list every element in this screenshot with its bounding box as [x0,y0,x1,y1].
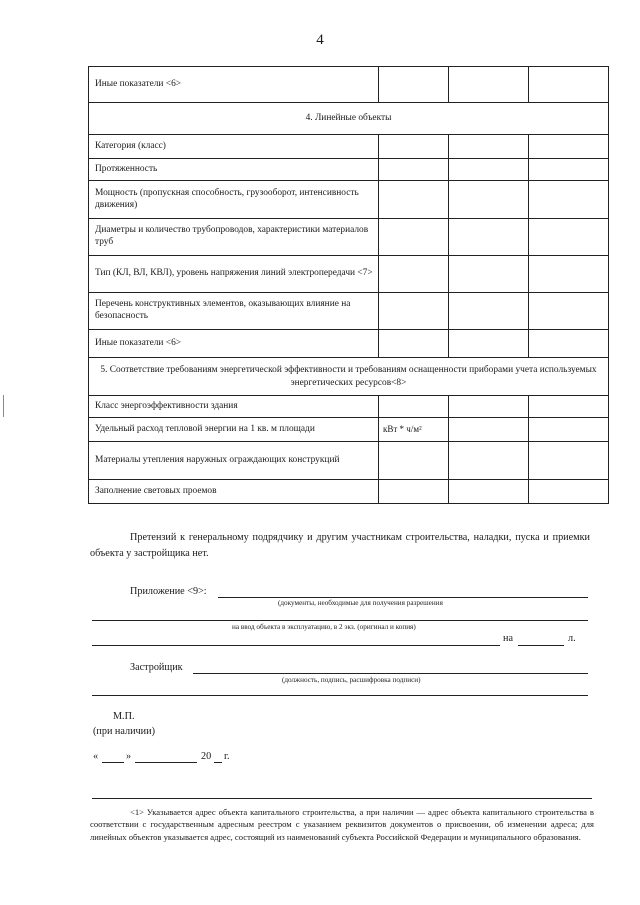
unit-cell [379,256,449,293]
stamp-if-any: (при наличии) [93,726,155,737]
rows-a [89,67,609,103]
design-value-cell[interactable] [449,135,529,159]
appendix-hint-1: (документы, необходимые для получения разрешения [278,599,443,607]
row-label: Мощность (пропускная способность, грузооборот, интенсивность движения) [89,181,379,219]
row-label: Диаметры и количество трубопроводов, характеристики материалов труб [89,219,379,256]
scan-edge-mark [3,395,4,417]
actual-value-cell[interactable] [529,480,609,504]
table-row [89,480,609,504]
section-5-header [89,358,609,396]
footnote-separator [92,798,592,799]
date-year-suffix: г. [224,751,230,762]
appendix-label: Приложение <9>: [130,586,207,597]
actual-value-cell[interactable] [529,442,609,480]
table-row [89,418,609,442]
appendix-field-line-2[interactable] [92,620,588,621]
table-row [89,293,609,330]
appendix-pages-unit: л. [568,633,576,644]
unit-cell [379,442,449,480]
date-month-field[interactable] [135,762,197,763]
actual-value-cell[interactable] [529,418,609,442]
design-value-cell[interactable] [449,330,529,358]
actual-value-cell[interactable] [529,219,609,256]
appendix-na-label: на [503,633,513,644]
actual-value-cell[interactable] [529,135,609,159]
unit-cell [379,219,449,256]
rows-b [89,135,609,358]
row-label: Протяженность [89,159,379,181]
unit-cell [379,480,449,504]
design-value-cell[interactable] [449,256,529,293]
date-open-quote: « [93,751,99,762]
unit-cell [379,293,449,330]
developer-hint: (должность, подпись, расшифровка подписи) [282,676,421,684]
design-value-cell[interactable] [449,159,529,181]
section-4-header [89,103,609,135]
section-title: 4. Линейные объекты [89,103,609,135]
rows-c [89,396,609,504]
row-label: Класс энергоэффективности здания [89,396,379,418]
section-row [89,358,609,396]
unit-cell [379,396,449,418]
table-row [89,256,609,293]
row-label: Материалы утепления наружных ограждающих конструкций [89,442,379,480]
section-row [89,103,609,135]
unit-cell [379,159,449,181]
developer-field-line[interactable] [193,673,588,674]
table-row [89,330,609,358]
actual-value-cell[interactable] [529,256,609,293]
actual-value-cell[interactable] [529,67,609,103]
unit-cell [379,135,449,159]
footnote-1: <1> Указывается адрес объекта капитального строительства, а при наличии — адрес объекта капитального строительства в соответствии с государственным адресным реестром с указанием реквизитов документов о присвоении, об изменении адреса; для линейных объектов указывается адрес, состоящий из наименований субъекта Российской Федерации и муниципального образования. [90,807,594,842]
developer-label: Застройщик [130,662,183,673]
table-row [89,159,609,181]
design-value-cell[interactable] [449,219,529,256]
actual-value-cell[interactable] [529,396,609,418]
row-label: Иные показатели <6> [89,330,379,358]
table-row [89,396,609,418]
date-close-quote: » [126,751,132,762]
stamp-mp: М.П. [113,711,135,722]
design-value-cell[interactable] [449,293,529,330]
design-value-cell[interactable] [449,418,529,442]
claims-statement: Претензий к генеральному подрядчику и другим участникам строительства, наладки, пуска и приемки объекта у застройщика нет. [90,532,590,559]
table-row [89,219,609,256]
row-label: Заполнение световых проемов [89,480,379,504]
actual-value-cell[interactable] [529,159,609,181]
developer-field-line-2[interactable] [92,695,588,696]
unit-cell [379,67,449,103]
unit-cell: кВт * ч/м² [379,418,449,442]
appendix-pages-field[interactable] [518,645,564,646]
row-label: Иные показатели <6> [89,67,379,103]
row-label: Перечень конструктивных элементов, оказывающих влияние на безопасность [89,293,379,330]
design-value-cell[interactable] [449,181,529,219]
design-value-cell[interactable] [449,396,529,418]
date-year-field[interactable] [214,762,222,763]
appendix-field-line[interactable] [218,597,588,598]
table-row [89,135,609,159]
section-title: 5. Соответствие требованиям энергетической эффективности и требованиям оснащенности приборами учета используемых энергетических ресурсов<8> [89,358,609,396]
appendix-field-line-3[interactable] [92,645,500,646]
characteristics-table [88,66,609,504]
design-value-cell[interactable] [449,442,529,480]
appendix-hint-2: на ввод объекта в эксплуатацию, в 2 экз. (оригинал и копия) [232,623,416,631]
actual-value-cell[interactable] [529,330,609,358]
page-number: 4 [316,32,324,48]
design-value-cell[interactable] [449,480,529,504]
actual-value-cell[interactable] [529,293,609,330]
unit-cell [379,181,449,219]
row-label: Категория (класс) [89,135,379,159]
actual-value-cell[interactable] [529,181,609,219]
table-row [89,181,609,219]
design-value-cell[interactable] [449,67,529,103]
date-year-prefix: 20 [201,751,212,762]
row-label: Удельный расход тепловой энергии на 1 кв. м площади [89,418,379,442]
unit-cell [379,330,449,358]
table-row [89,67,609,103]
date-day-field[interactable] [102,762,124,763]
row-label: Тип (КЛ, ВЛ, КВЛ), уровень напряжения линий электропередачи <7> [89,256,379,293]
table-row [89,442,609,480]
